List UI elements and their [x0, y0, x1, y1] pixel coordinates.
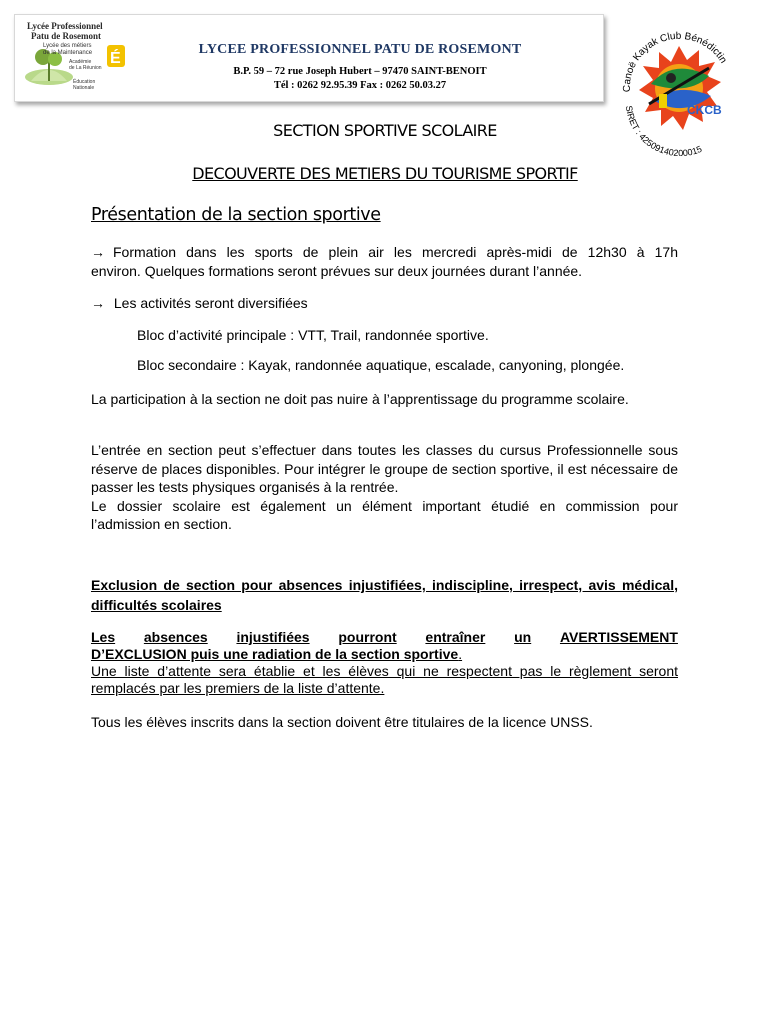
absences-word: injustifiées — [236, 629, 310, 645]
activities-line — [91, 294, 678, 313]
absences-word: pourront — [338, 629, 397, 645]
absences-word: entraîner — [425, 629, 486, 645]
academy-label: Académie de La Réunion — [69, 59, 102, 71]
school-logo-tagline: Lycée des métiers de la Maintenance — [43, 43, 93, 56]
admission-paragraph — [91, 441, 678, 534]
absences-exclusion-text: D’EXCLUSION puis une radiation de la section sportive — [91, 646, 459, 662]
school-phone: Tél : 0262 92.95.39 Fax : 0262 50.03.27 — [273, 80, 447, 91]
absences-block — [91, 629, 678, 697]
arrow-icon: → — [91, 244, 105, 260]
arrow-icon: → — [91, 295, 105, 311]
entree-text: L’entrée en section peut s’effectuer dans toutes les classes du cursus Professionnelle sous réserve de places disponibles. Pour intégrer le groupe de section sportive, il est nécessaire de passer les tests physiques organisés à la rentrée. — [91, 442, 678, 495]
absences-word: Les — [91, 629, 116, 645]
absences-word: AVERTISSEMENT — [559, 629, 678, 645]
svg-text:É: É — [110, 50, 121, 67]
club-logo-abbr: CKCB — [687, 103, 722, 117]
participation-paragraph: La participation à la section ne doit pas nuire à l’apprentissage du programme scolaire. — [91, 391, 629, 407]
presentation-heading: Présentation de la section sportive — [91, 205, 381, 225]
bloc-principal: Bloc d’activité principale : VTT, Trail, randonnée sportive. — [137, 327, 489, 343]
school-address: B.P. 59 – 72 rue Joseph Hubert – 97470 SAINT-BENOIT — [233, 66, 487, 77]
club-logo-name: Canoë Kayak Club Bénédictin — [621, 30, 729, 93]
school-title: LYCEE PROFESSIONNEL PATU DE ROSEMONT — [198, 42, 522, 57]
formation-line-1 — [91, 243, 678, 262]
exclusion-heading: Exclusion de section pour absences injustifiées, indiscipline, irrespect, avis médical, difficultés scolaires — [91, 577, 678, 613]
letterhead-banner — [14, 14, 604, 102]
waiting-list-text: Une liste d’attente sera établie et les élèves qui ne respectent pas le règlement seront remplacés par les premiers de la liste d’attente. — [91, 663, 678, 696]
bloc-secondaire: Bloc secondaire : Kayak, randonnée aquatique, escalade, canyoning, plongée. — [137, 357, 625, 373]
ministry-label: Éducation Nationale — [73, 79, 96, 91]
formation-line-2: environ. Quelques formations seront prévues sur deux journées durant l’année. — [91, 262, 583, 279]
formation-text: Formation dans les sports de plein air les mercredi après-midi de 12h30 à 17h — [113, 244, 678, 260]
club-logo-siret: SIRET : 42509140200015 — [623, 104, 704, 156]
document-subtitle: DECOUVERTE DES METIERS DU TOURISME SPORTIF — [192, 164, 578, 183]
absences-period: . — [458, 646, 463, 662]
absences-line-1 — [91, 629, 678, 646]
absences-line-2 — [91, 646, 678, 663]
dossier-text: Le dossier scolaire est également un élément important étudié en commission pour l’admission en section. — [91, 497, 678, 532]
absences-word: absences — [143, 629, 208, 645]
unss-requirement: Tous les élèves inscrits dans la section doivent être titulaires de la licence UNSS. — [91, 714, 593, 730]
section-title: SECTION SPORTIVE SCOLAIRE — [273, 121, 497, 140]
school-logo — [21, 19, 131, 99]
school-logo-name: Lycée Professionnel Patu de Rosemont — [27, 21, 103, 41]
formation-paragraph — [91, 243, 678, 280]
absences-word: un — [514, 629, 532, 645]
activities-text: Les activités seront diversifiées — [113, 295, 308, 311]
